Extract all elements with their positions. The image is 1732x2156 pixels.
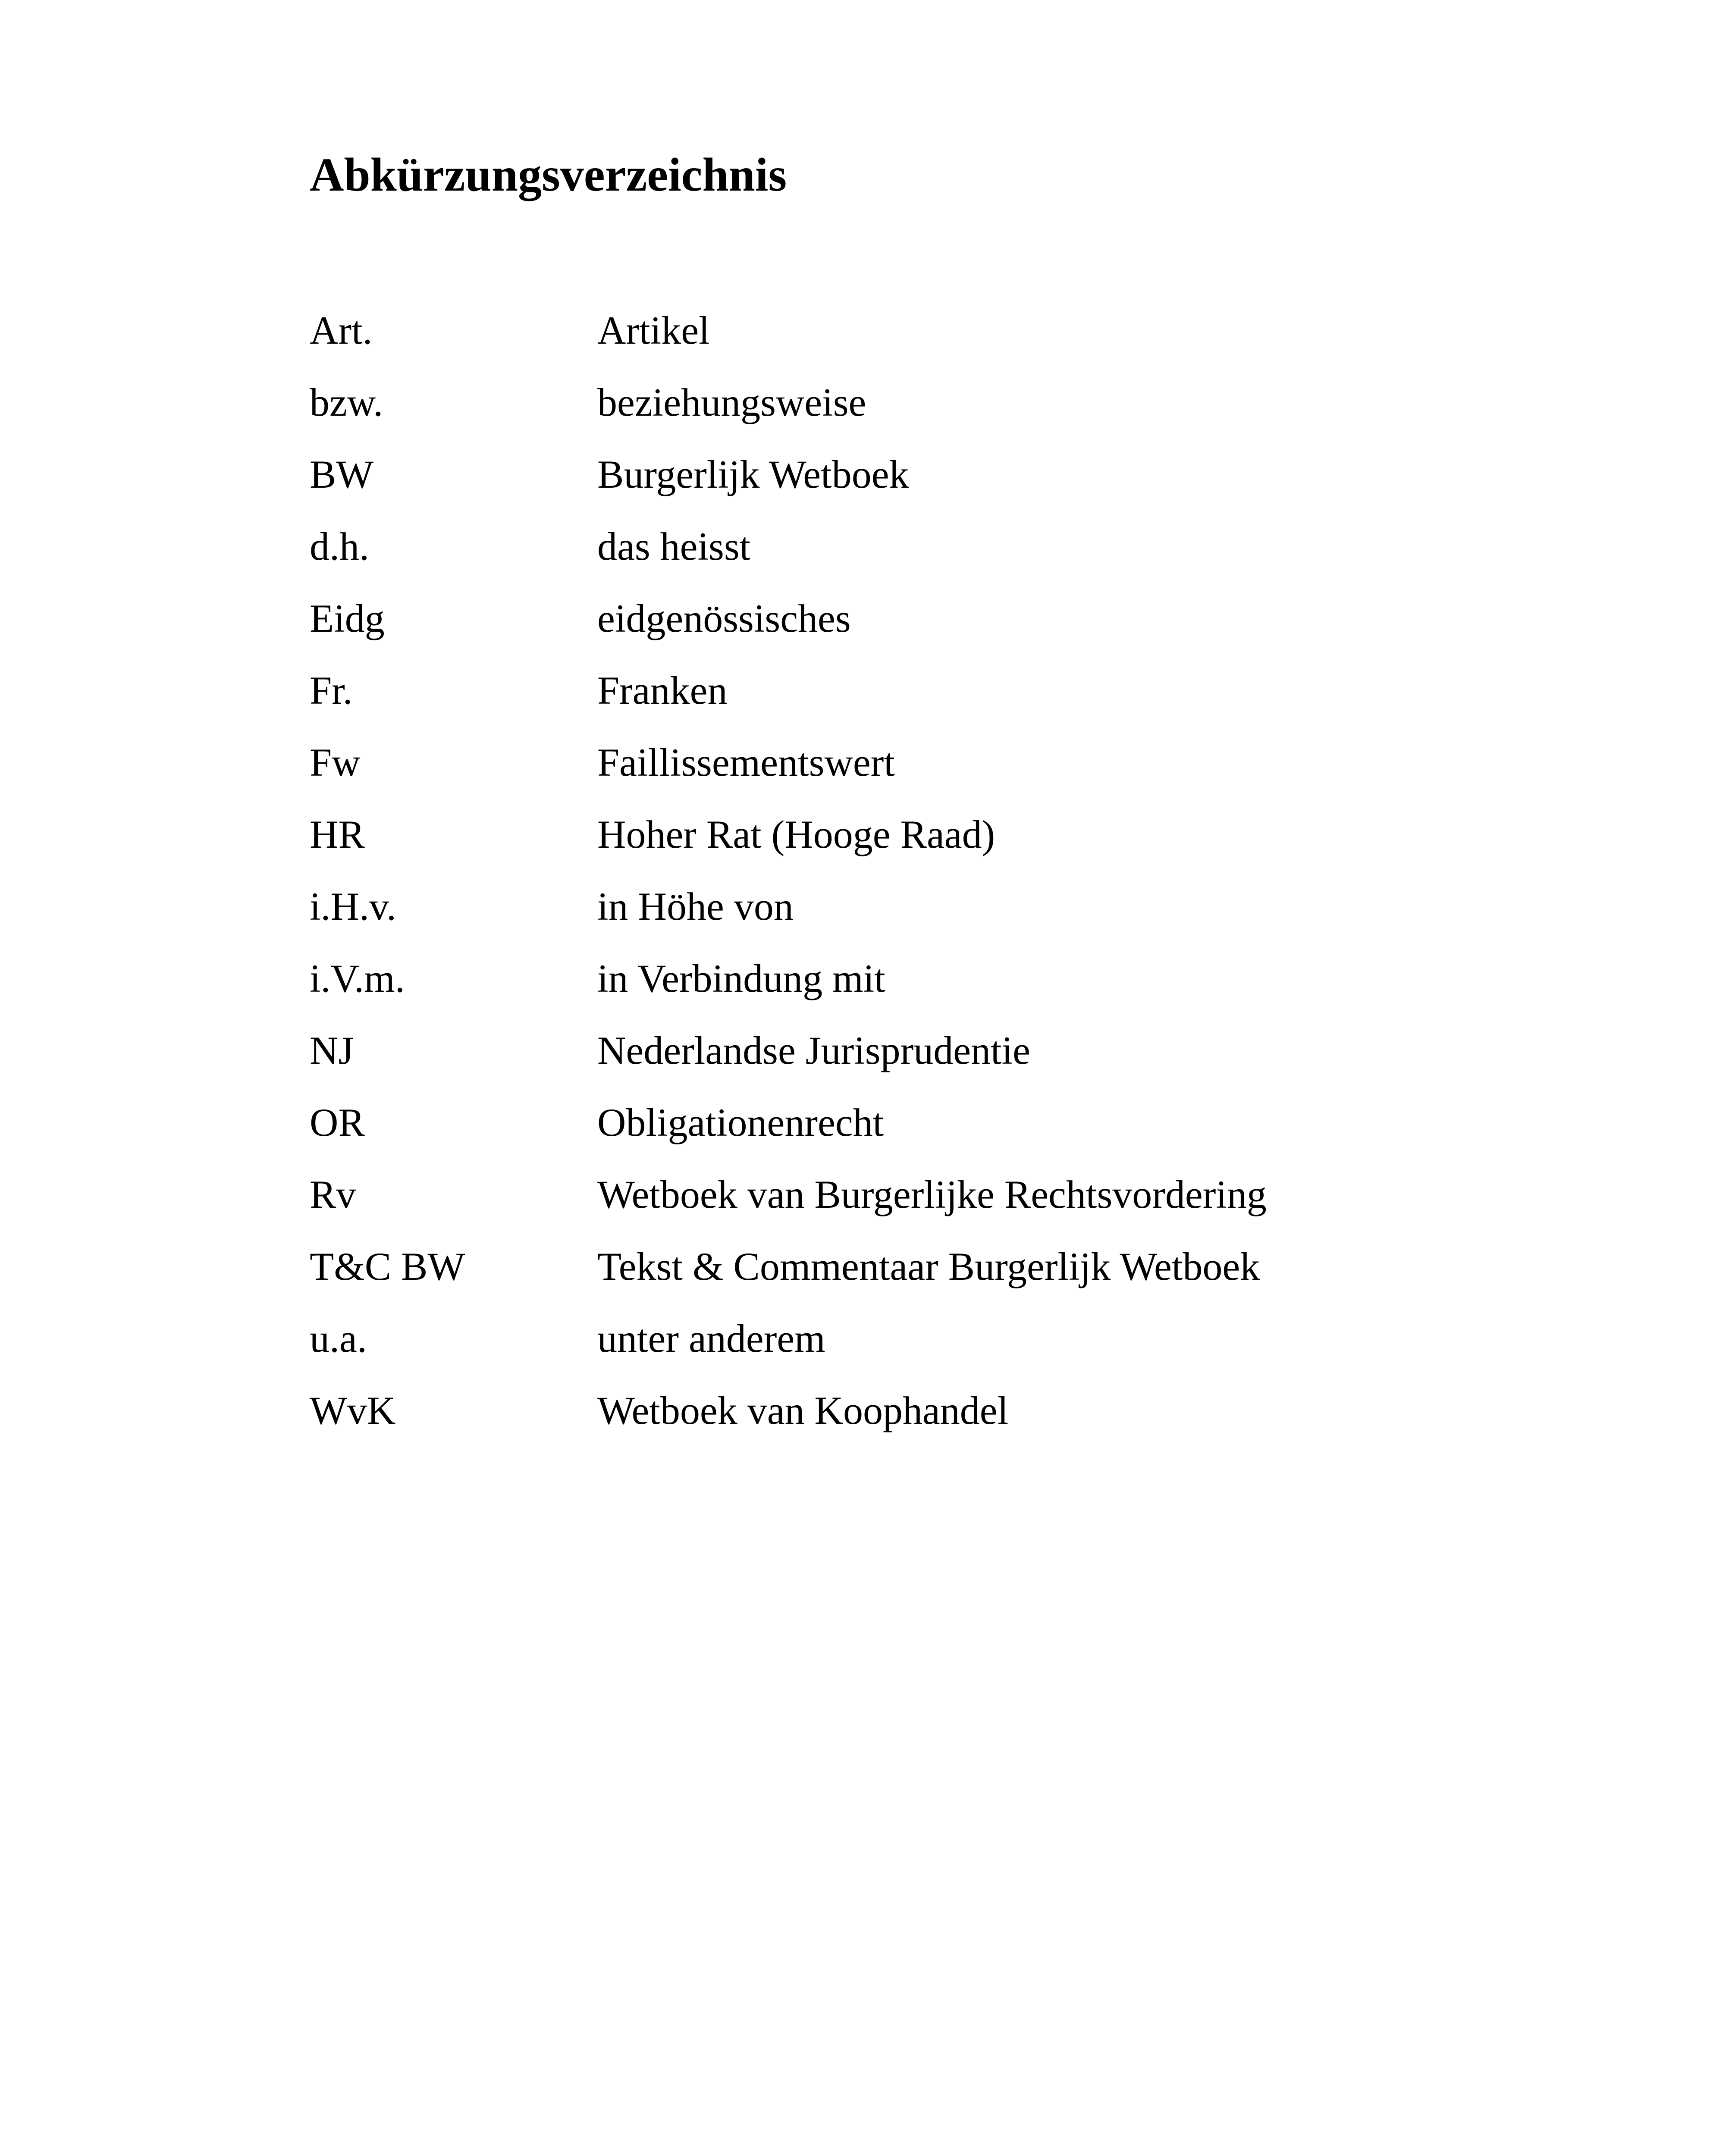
abbreviation-term: Fw	[310, 740, 361, 784]
abbreviation-row	[310, 956, 1267, 1031]
abbreviation-definition: das heisst	[597, 524, 751, 568]
abbreviation-definition: Artikel	[597, 308, 710, 352]
abbreviation-definition: Wetboek van Burgerlijke Rechtsvordering	[597, 1172, 1267, 1216]
abbreviation-term: bzw.	[310, 380, 383, 424]
abbreviation-definition: unter anderem	[597, 1316, 825, 1360]
abbreviation-definition: Nederlandse Jurisprudentie	[597, 1028, 1031, 1072]
abbreviation-term: HR	[310, 812, 365, 856]
abbreviation-row	[310, 1028, 1267, 1103]
abbreviation-term: Rv	[310, 1172, 356, 1216]
page-title: Abkürzungsverzeichnis	[310, 148, 787, 201]
abbreviation-row	[310, 668, 1267, 743]
abbreviation-term: OR	[310, 1100, 365, 1144]
abbreviation-row	[310, 1100, 1267, 1175]
abbreviation-definition: Faillissementswert	[597, 740, 895, 784]
abbreviation-definition: Tekst & Commentaar Burgerlijk Wetboek	[597, 1244, 1260, 1288]
abbreviation-definition: eidgenössisches	[597, 596, 851, 640]
abbreviation-term: i.H.v.	[310, 884, 397, 928]
abbreviation-list	[310, 310, 1267, 1463]
abbreviation-term: Eidg	[310, 596, 385, 640]
abbreviation-definition: in Verbindung mit	[597, 956, 885, 1000]
abbreviation-term: i.V.m.	[310, 956, 405, 1000]
abbreviation-row	[310, 382, 1267, 454]
abbreviation-definition: in Höhe von	[597, 884, 794, 928]
abbreviation-term: NJ	[310, 1028, 354, 1072]
abbreviation-row	[310, 310, 1267, 382]
abbreviation-definition: Wetboek van Koophandel	[597, 1388, 1009, 1432]
abbreviation-term: T&C BW	[310, 1244, 465, 1288]
abbreviation-definition: Hoher Rat (Hooge Raad)	[597, 812, 995, 856]
abbreviation-row	[310, 884, 1267, 959]
abbreviation-row	[310, 812, 1267, 887]
abbreviation-row	[310, 596, 1267, 671]
abbreviation-definition: beziehungsweise	[597, 380, 866, 424]
abbreviation-term: u.a.	[310, 1316, 367, 1360]
abbreviation-term: Art.	[310, 308, 373, 352]
abbreviation-term: d.h.	[310, 524, 369, 568]
abbreviation-definition: Obligationenrecht	[597, 1100, 884, 1144]
abbreviation-definition: Burgerlijk Wetboek	[597, 452, 909, 496]
abbreviation-row	[310, 1172, 1267, 1247]
abbreviation-term: Fr.	[310, 668, 353, 712]
abbreviation-row	[310, 1388, 1267, 1463]
abbreviation-row	[310, 1244, 1267, 1319]
abbreviation-row	[310, 454, 1267, 526]
abbreviation-term: WvK	[310, 1388, 396, 1432]
abbreviation-row	[310, 1316, 1267, 1391]
abbreviation-row	[310, 740, 1267, 815]
abbreviation-definition: Franken	[597, 668, 728, 712]
abbreviation-row	[310, 526, 1267, 599]
abbreviation-term: BW	[310, 452, 374, 496]
